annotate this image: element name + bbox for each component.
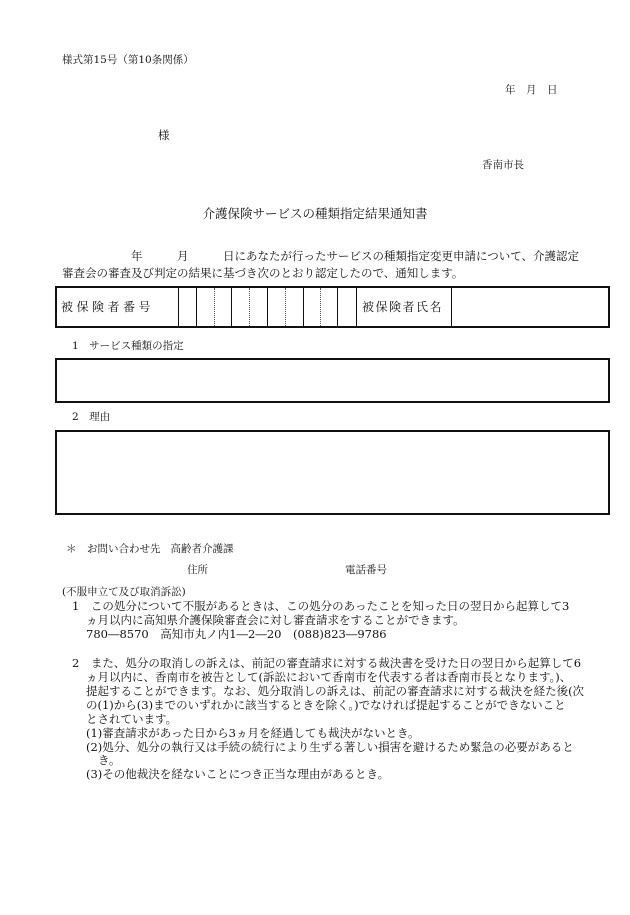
appeal-item2-line: ヵ月以内に、香南市を被告として(訴訟において香南市を代表する者は香南市長となります。)、 — [86, 670, 572, 684]
appeal-condition-2: (2)処分、処分の執行又は手続の続行により生ずる著しい損害を避けるため緊急の必要があると — [86, 740, 574, 754]
insured-name-label: 被保険者氏名 — [362, 300, 444, 314]
digit-divider — [231, 288, 232, 326]
service-type-box[interactable] — [55, 358, 610, 403]
appeal-condition-2-cont: き。 — [98, 753, 121, 767]
appeal-condition-3: (3)その他裁決を経ないことにつき正当な理由があるとき。 — [86, 767, 390, 781]
insured-number-label: 被保険者番号 — [61, 300, 155, 314]
appeal-item2-line: 2 また、処分の取消しの訴えは、前記の審査請求に対する裁決書を受けた日の翌日から起算して6 — [72, 656, 582, 670]
digit-divider — [196, 288, 197, 326]
digit-divider — [249, 288, 250, 326]
appeal-item1-line: 1 この処分について不服があるときは、この処分のあったことを知った日の翌日から起算して3 — [72, 599, 570, 613]
contact-prefix: ＊ お問い合わせ先 — [66, 543, 161, 555]
date-line: 年 月 日 — [505, 84, 558, 96]
appeal-header: (不服申立て及び取消訴訟) — [62, 586, 186, 598]
appeal-item1-address: 780―8570 高知市丸ノ内1―2―20 (088)823―9786 — [86, 627, 387, 641]
appeal-item2-line: 提起することができます。なお、処分取消しの訴えは、前記の審査請求に対する裁決を経た後(次 — [86, 684, 585, 698]
addressee-suffix: 様 — [158, 128, 170, 142]
document-title: 介護保険サービスの種類指定結果通知書 — [202, 206, 428, 221]
digit-divider — [267, 288, 268, 326]
appeal-condition-1: (1)審査請求があった日から3ヵ月を経過しても裁決がないとき。 — [86, 726, 420, 740]
insured-number-field[interactable] — [179, 288, 355, 326]
appeal-item1-line: ヵ月以内に高知県介護保険審査会に対し審査請求をすることができます。 — [86, 613, 465, 627]
digit-divider — [337, 288, 338, 326]
table-divider — [356, 288, 357, 326]
appeal-item2-line: の(1)から(3)までのいずれかに該当するときを除く。)でなければ提起することができないこと — [86, 698, 566, 712]
address-label: 住所 — [187, 564, 208, 576]
body-text-line: 年 月 日にあなたが行ったサービスの種類指定変更申請について、介護認定 — [62, 249, 580, 263]
service-type-heading: 1 サービス種類の指定 — [72, 340, 184, 352]
digit-divider — [214, 288, 215, 326]
reason-box[interactable] — [55, 430, 610, 515]
form-number: 様式第15号（第10条関係） — [62, 54, 194, 66]
digit-divider — [303, 288, 304, 326]
issuer-name: 香南市長 — [482, 159, 524, 171]
digit-divider — [285, 288, 286, 326]
body-text-line: 審査会の審査及び判定の結果に基づき次のとおり認定したので、通知します。 — [62, 266, 464, 280]
insured-name-field[interactable] — [452, 288, 608, 326]
insured-info-table — [55, 286, 610, 328]
phone-label: 電話番号 — [345, 564, 387, 576]
contact-department: 高齢者介護課 — [170, 543, 234, 555]
contact-line — [66, 541, 234, 556]
appeal-item2-line: とされています。 — [86, 712, 178, 726]
reason-heading: 2 理由 — [72, 411, 111, 423]
digit-divider — [320, 288, 321, 326]
